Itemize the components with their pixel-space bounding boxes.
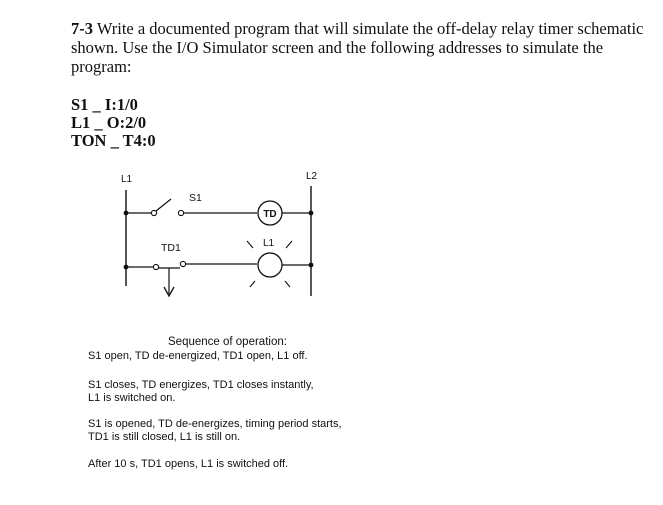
coil-label: TD <box>263 209 277 220</box>
lamp-label: L1 <box>263 238 275 249</box>
rail-left-label: L1 <box>121 174 133 185</box>
rung-1 <box>124 199 314 225</box>
address-item: TON _ T4:0 <box>71 131 156 150</box>
address-item: L1 _ O:2/0 <box>71 113 147 132</box>
sequence-step <box>88 350 308 363</box>
sequence-step <box>88 418 342 444</box>
sequence-line: S1 is opened, TD de-energizes, timing period starts, <box>88 418 342 430</box>
sequence-step <box>88 458 288 471</box>
problem-number: 7-3 <box>71 19 93 38</box>
switch-s1-blade <box>156 199 171 211</box>
sequence-step <box>88 379 314 405</box>
sequence-line: TD1 is still closed, L1 is still on. <box>88 431 241 443</box>
sequence-title: Sequence of operation: <box>168 336 287 348</box>
sequence-line: S1 closes, TD energizes, TD1 closes instantly, <box>88 379 314 391</box>
problem-text: Write a documented program that will simulate the off-delay relay timer schematic shown. Use the I/O Simulator screen and the following addresses to simulate the program: <box>71 19 644 76</box>
contact-td1-label: TD1 <box>161 242 181 254</box>
address-item: S1 _ I:1/0 <box>71 95 138 114</box>
sequence-line: L1 is switched on. <box>88 392 176 404</box>
sequence-line: S1 open, TD de-energized, TD1 open, L1 off. <box>88 350 308 362</box>
switch-s1-label: S1 <box>189 192 202 204</box>
rail-right-label: L2 <box>306 171 318 182</box>
sequence-line: After 10 s, TD1 opens, L1 is switched off. <box>88 458 289 470</box>
pilot-lamp <box>258 253 282 277</box>
rung-2 <box>124 253 314 296</box>
